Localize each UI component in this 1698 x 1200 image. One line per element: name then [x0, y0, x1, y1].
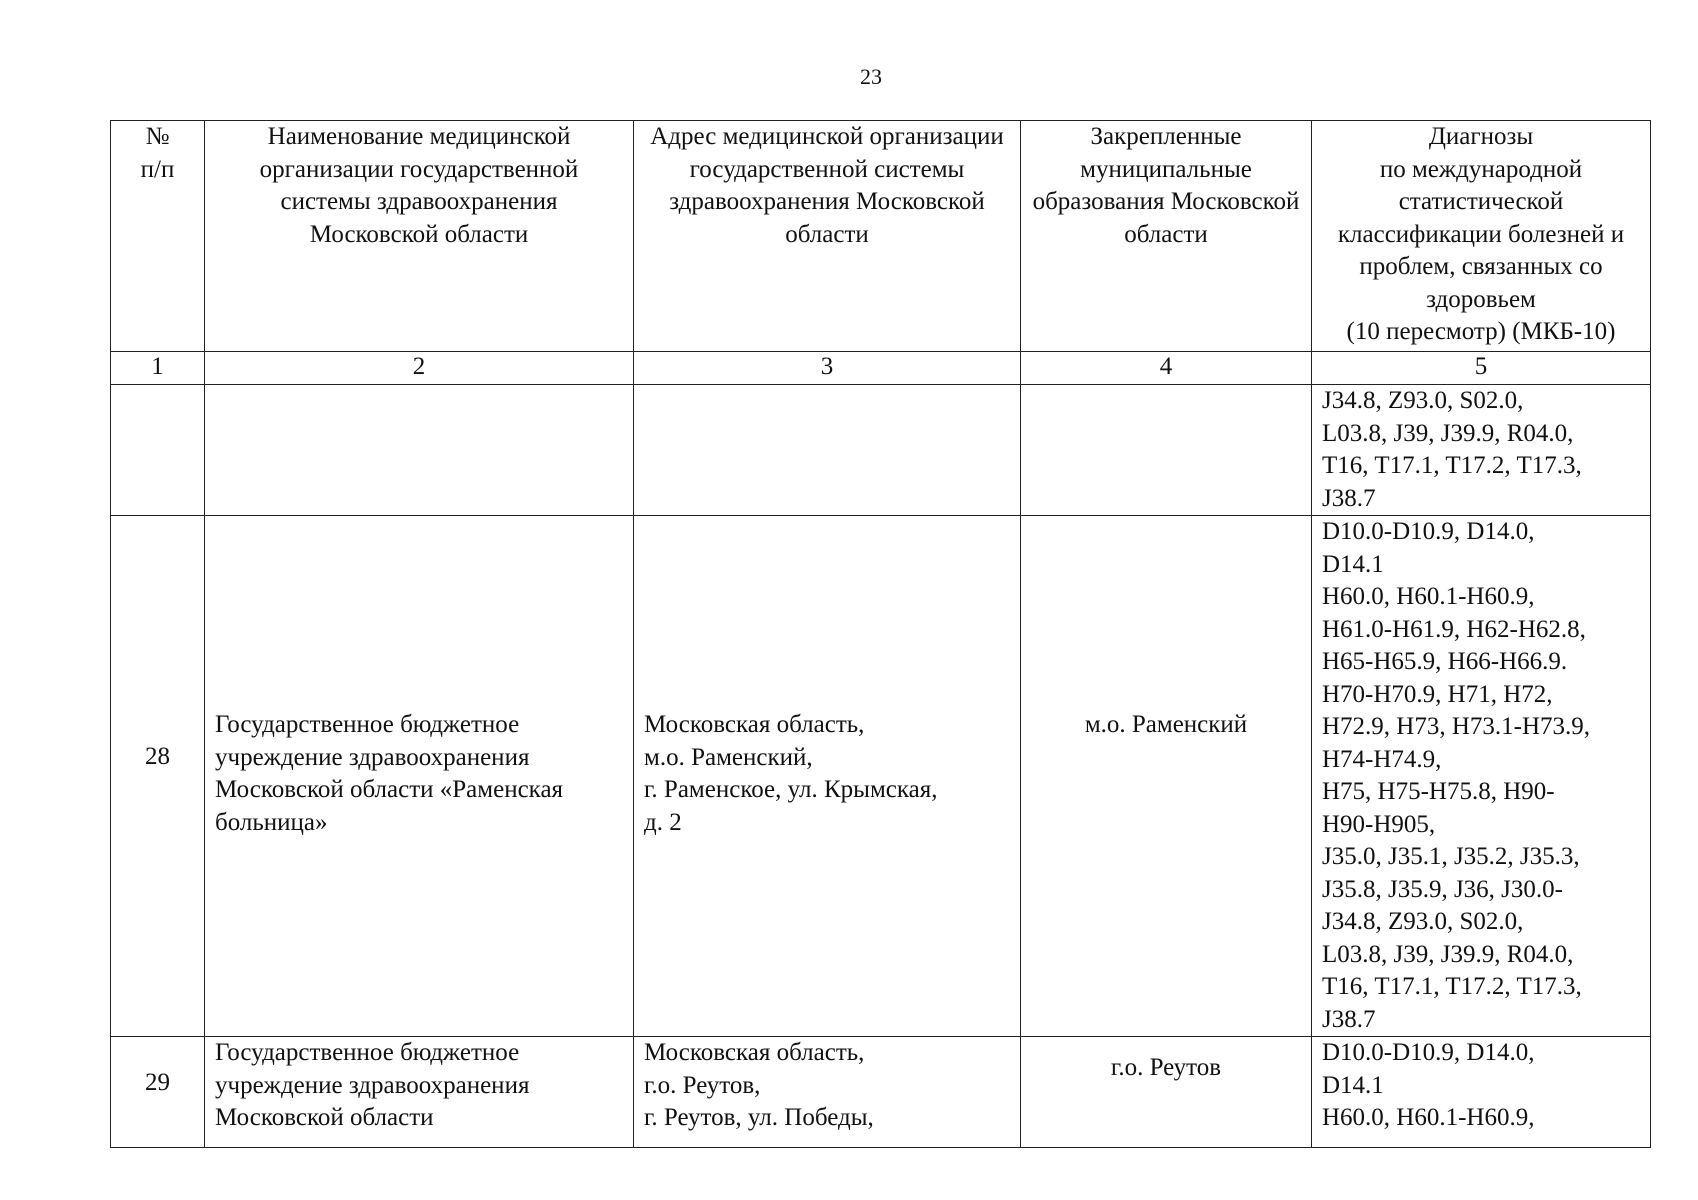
table-row [111, 516, 1651, 1037]
org-name-cell: Государственное бюджетное учреждение здравоохранения Московской области [205, 1037, 634, 1148]
municipality-cell: г.о. Реутов [1021, 1037, 1312, 1148]
diagnoses-cell: J34.8, Z93.0, S02.0, L03.8, J39, J39.9, R04.0, T16, T17.1, T17.2, T17.3, J38.7 [1312, 385, 1651, 516]
column-number: 2 [205, 352, 634, 385]
page-number: 23 [860, 64, 882, 89]
header-row [111, 121, 1651, 352]
row-num-cell [111, 385, 205, 516]
column-number: 3 [634, 352, 1021, 385]
address-cell [634, 385, 1021, 516]
organizations-table [110, 120, 1651, 1148]
diagnoses-cell: D10.0-D10.9, D14.0, D14.1 H60.0, H60.1-H60.9, [1312, 1037, 1651, 1148]
address-cell: Московская область, м.о. Раменский, г. Раменское, ул. Крымская, д. 2 [634, 516, 1021, 1037]
row-num-cell: 28 [111, 516, 205, 1037]
column-number: 4 [1021, 352, 1312, 385]
row-num-cell: 29 [111, 1037, 205, 1148]
address-cell: Московская область, г.о. Реутов, г. Реутов, ул. Победы, [634, 1037, 1021, 1148]
org-name-cell: Государственное бюджетное учреждение здравоохранения Московской области «Раменская больница» [205, 516, 634, 1037]
header-municipalities: Закрепленные муниципальные образования Московской области [1021, 121, 1312, 352]
table-row [111, 385, 1651, 516]
table-row [111, 1037, 1651, 1148]
column-number: 1 [111, 352, 205, 385]
column-number: 5 [1312, 352, 1651, 385]
header-diagnoses: Диагнозы по международной статистической классификации болезней и проблем, связанных со здоровьем (10 пересмотр) (МКБ-10) [1312, 121, 1651, 352]
header-num: № п/п [111, 121, 205, 352]
org-name-cell [205, 385, 634, 516]
column-number-row [111, 352, 1651, 385]
municipality-cell: м.о. Раменский [1021, 516, 1312, 1037]
header-address: Адрес медицинской организации государственной системы здравоохранения Московской области [634, 121, 1021, 352]
diagnoses-cell: D10.0-D10.9, D14.0, D14.1 H60.0, H60.1-H60.9, H61.0-H61.9, H62-H62.8, H65-H65.9, H66-H66.9. H70-H70.9, H71, H72, H72.9, H73, H73.1-H73.9, H74-H74.9, H75, H75-H75.8, H90- H90-H905, J35.0, J35.1, J35.2, J35.3, J35.8, J35.9, J36, J30.0- J34.8, Z93.0, S02.0, L03.8, J39, J39.9, R04.0, T16, T17.1, T17.2, T17.3, J38.7 [1312, 516, 1651, 1037]
municipality-cell [1021, 385, 1312, 516]
header-name: Наименование медицинской организации государственной системы здравоохранения Московской области [205, 121, 634, 352]
